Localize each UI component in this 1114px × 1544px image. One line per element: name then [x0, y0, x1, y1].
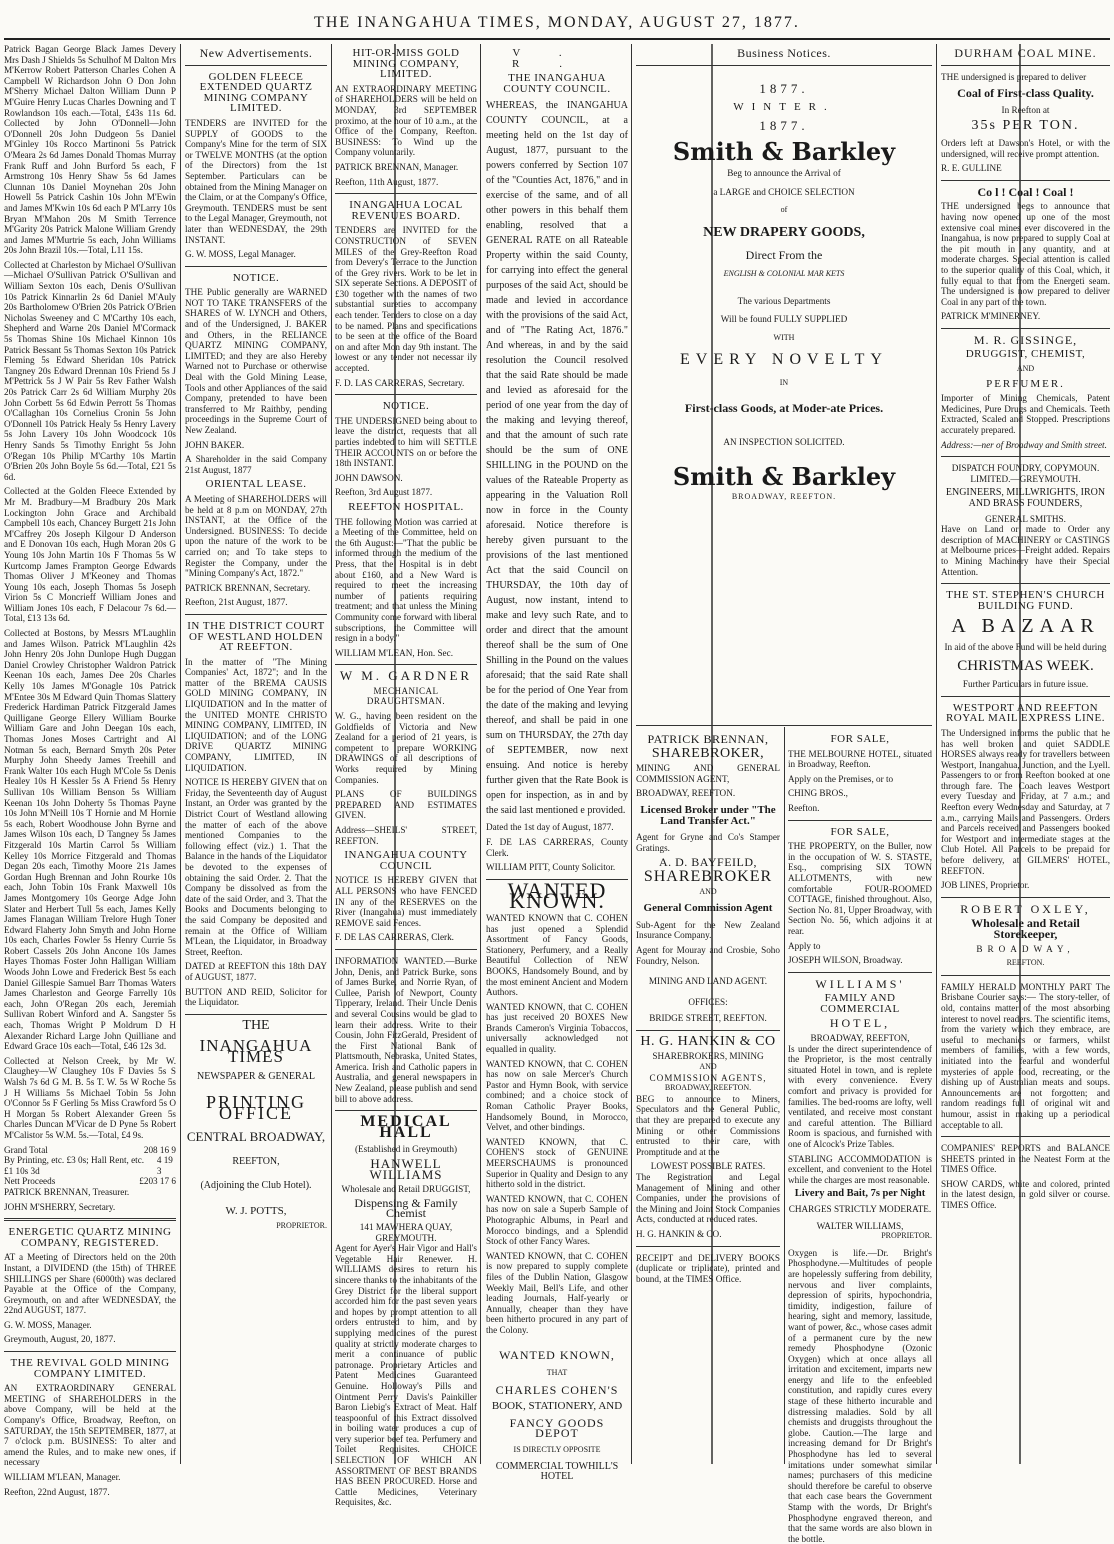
- grand-total-label: Grand Total: [4, 1144, 48, 1155]
- wanted-known-3: WANTED KNOWN, that C. COHEN has now on sale Mercer's Church Pastor and Hymn Book, with service combined; and a choice stock of Roman Catholic Prayer Books, Handsomely Bound, in Morocco, Velvet, and other bindings.: [486, 1058, 628, 1133]
- energetic-date: Greymouth, August, 20, 1877.: [4, 1334, 116, 1345]
- oxley-broadway: BROADWAY,: [976, 943, 1075, 954]
- smith-barkley-logo-2: Smith & Barkley: [672, 461, 896, 491]
- further-particulars: Further Particulars in future issue.: [962, 679, 1089, 690]
- mining-land-agent: MINING AND LAND AGENT.: [648, 976, 768, 987]
- secretary-signature: JOHN M'SHERRY, Secretary.: [4, 1201, 116, 1212]
- druggist-chemist: DRUGGIST, CHEMIST,: [965, 348, 1086, 361]
- divider: [335, 1110, 477, 1111]
- oriental-lease-date: Reefton, 21st August, 1877.: [185, 597, 288, 608]
- county-rate-title: THE INANGAHUA COUNTY COUNCIL.: [503, 72, 611, 95]
- and-label: AND: [699, 886, 717, 896]
- hit-or-miss-body: AN EXTRAORDINARY MEETING of SHAREHOLDERS will be held on MONDAY, 3rd SEPTEMBER proximo, at the hour of 10 a.m., at the Office of the Company, Reefton. BUSINESS: To Wind up the Company voluntarily.: [335, 83, 477, 158]
- apply-premises: Apply on the Premises, or to: [788, 773, 894, 784]
- county-rate-date: Dated the 1st day of August, 1877.: [486, 822, 614, 833]
- brennan-title: PATRICK BRENNAN,: [647, 732, 769, 746]
- cohen-ad-that: THAT: [546, 1368, 568, 1378]
- oxley-wholesale: Wholesale and Retail: [971, 916, 1080, 931]
- energetic-body: AT a Meeting of Directors held on the 20th Instant, a DIVIDEND (the 15th) of THREE SHILLINGS per Share (6000th) was declared Payable at the Office of the Company, Greymouth, on and after WEDNESDAY, the 22nd AUGUST, 1877.: [4, 1252, 176, 1316]
- divider: [185, 1014, 327, 1015]
- subscription-list-charleston: Collected at Charleston by Michael O'Sullivan—Michael O'Sullivan Patrick O'Sullivan and William Sexton 10s each, Denis O'Sullivan 10s Patrick Kinnarlin 2s 6d Daniel M'Auly 20s Bartholomew O'Brien 20s Patrick O'Brien Nicholas Sweeney and C M'Carthy 10s each, Shepherd and Warne 20s Daniel M'Cormack 5s Thomas Shine 10s Michael Kinnon 10s Patrick Bessant 5s Thomas Sexton 10s Patrick Fleming 5s Edward Sheridan 10s Patrick Tangney 20s Edward Drennan 10s Friend 5s J M'Pettrick 5s J W Pair 5s Rev Father Walsh 20s Patrick Carr 2s 6d William Murphy 20s John Corbett 5s 6d Edwin Perrott 5s Thomas O'Callaghan 10s Cornelius Cronin 5s John O'Donnell 10s Patrick Healy 5s Henry Lavery 5s John Lavery 10s John Woodcock 10s Henry Sands 5s Timothy Enright 5s John O'Regan 10s Philip M'Carthy 10s Martin O'Brien 20s John Boyle 5s 6d.—Total, £21 5s 6d.: [4, 259, 176, 482]
- golden-fleece-signature: G. W. MOSS, Legal Manager.: [185, 249, 296, 260]
- large-selection: a LARGE and CHOICE SELECTION: [713, 186, 855, 197]
- wanted-known-5: WANTED KNOWN, that C. COHEN has now on sale a Superb Sample of Photographic Albums, in Pearl and Morocco bindings, and a Splendid Stock of other Fancy Wares.: [486, 1193, 628, 1247]
- hotel-broadway: BROADWAY, REEFTON,: [810, 1033, 910, 1044]
- column-2: [185, 44, 327, 1464]
- inspection-solicited: AN INSPECTION SOLICITED.: [723, 437, 845, 448]
- divider: [941, 696, 1110, 697]
- column-4: [486, 44, 628, 1483]
- revival-date: Reefton, 22nd August, 1877.: [4, 1486, 110, 1497]
- durham-title: DURHAM COAL MINE.: [954, 46, 1097, 60]
- hankin-body-2: The Registration and Legal Management of Mining and other Companies, under the provisions of the Mining and Joint Stock Companies Acts, conducted at reduced rates.: [636, 1172, 780, 1225]
- for-sale-heading-2: FOR SALE,: [830, 825, 890, 838]
- property-body: THE PROPERTY, on the Buller, now in the occupation of W. S. STASTE, Esq., comprising SIX TOWN ALLOTMENTS, with new comfortable FOUR-ROOMED COTTAGE, finished throughout. Also, Section No. 81, Upper Broadway, with Section No. 56, which adjoins it at rear.: [788, 841, 932, 936]
- grand-total-row: [4, 1145, 176, 1156]
- receipt-books: RECEIPT and DELIVERY BOOKS (duplicate or triplicate), printed and bound, at the TIMES Office.: [636, 1252, 780, 1284]
- divider: [335, 193, 477, 194]
- ching-bros: CHING BROS.,: [788, 788, 848, 799]
- phosphodyne-ad: Oxygen is life.—Dr. Bright's Phosphodyne.—Multitudes of people are hopelessly suffering from debility, nervous and liver complaints, depression of spirits, hypochondria, timidity, indigestion, failure of hearing, sight and memory, lassitude, want of power, &c., whose cases admit of a permanent cure by the new remedy Phosphodyne (Ozonic Oxygen) which at once allays all irritation and excitement, imparts new energy and life to the enfeebled constitution, and rapidly cures every stage of these hitherto incurable and distressing maladies. Sold by all chemists and druggists throughout the globe. Caution.—The large and increasing demand for Dr Bright's Phosphodyne has led to several imitations under somewhat similar names; purchasers of this medicine should therefore be careful to observe that each case bears the Government Stamp with the words, Dr Bright's Phosphodyne engraved thereon, and that the same words are also blown in the bottle.: [788, 1247, 932, 1544]
- gardner-plans: PLANS OF BUILDINGS PREPARED AND ESTIMATES GIVEN.: [335, 789, 477, 821]
- divider: [941, 897, 1110, 898]
- wilson-signature: JOSEPH WILSON, Broadway.: [788, 955, 903, 966]
- hankin-subtitle: SHAREBROKERS, MINING: [652, 1051, 764, 1062]
- times-ad-paper: INANGAHUA TIMES: [199, 1036, 313, 1066]
- divider: [335, 664, 477, 665]
- notice-signature: JOHN BAKER.: [185, 439, 245, 450]
- melbourne-hotel: THE MELBOURNE HOTEL, situated in Broadway, Reefton.: [788, 748, 932, 770]
- treasurer-signature: PATRICK BRENNAN, Treasurer.: [4, 1186, 130, 1197]
- westport-title: WESTPORT AND REEFTON ROYAL MAIL EXPRESS LINE.: [945, 701, 1106, 725]
- new-drapery: NEW DRAPERY GOODS,: [703, 224, 865, 240]
- county-council-title: INANGAHUA COUNTY COUNCIL: [344, 849, 468, 872]
- masthead-title: THE INANGAHUA TIMES, MONDAY, AUGUST 27, 1877.: [314, 14, 800, 31]
- hankin-signature: H. G. HANKIN & CO.: [636, 1228, 722, 1239]
- divider: [941, 583, 1110, 584]
- livery-bait: Livery and Bait, 7s per Night: [794, 1188, 926, 1200]
- direct-from: Direct From the: [745, 248, 823, 263]
- notice-title: NOTICE.: [232, 271, 280, 284]
- cohen-ad-opposite: IS DIRECTLY OPPOSITE: [513, 1445, 601, 1455]
- gissinge-address: Address:—ner of Broadway and Smith street.: [941, 439, 1107, 450]
- gardner-address: Address—SHEILS' STREET, REEFTON.: [335, 825, 477, 846]
- divider: [4, 1218, 176, 1221]
- masthead-rule: [4, 38, 1110, 40]
- markets: ENGLISH & COLONIAL MAR KETS: [723, 268, 845, 278]
- wanted-known-1: WANTED KNOWN that C. COHEN has just opened a Splendid Assortment of Fancy Goods, Stationery, Perfumery, and a Really Beautiful Collection of NEW BOOKS, Handsomely Bound, and by the most eminent Ancient and Modern Authors.: [486, 912, 628, 998]
- oxley-title: ROBERT OXLEY,: [960, 901, 1091, 916]
- oxley-reefton: REEFTON.: [1006, 958, 1045, 968]
- revenues-board-title: INANGAHUA LOCAL REVENUES BOARD.: [349, 199, 463, 222]
- grand-total-value: 208 16 9: [143, 1144, 176, 1155]
- show-cards: SHOW CARDS, white and colored, printed in the latest design, in gold silver or course. TIMES Office.: [941, 1178, 1110, 1211]
- subscription-list-nelson: Collected at Nelson Creek, by Mr W. Claughey—W Claughey 10s F Davies 5s S Walsh 7s 6d G M. B. 5s T. W. 5s W Roche 5s J H Williams 5s Michael Tobin 5s John O'Connor 5s F Gerling 5s Miss Crawford 5s O H Morgan 5s Robert Alexander Green 5s Charles Duncan M'Vicar de D Pyne 5s Robert M'Calistor 5s W.M. 5s.—Total, £4 9s.: [4, 1055, 176, 1140]
- column-rule: [784, 727, 785, 1464]
- cohen-ad-name: CHARLES COHEN'S: [495, 1382, 619, 1397]
- district-court-date: DATED at REEFTON this 18th DAY of AUGUST, 1877.: [185, 961, 327, 982]
- oxley-storekeeper: Storekeeper,: [993, 927, 1058, 941]
- brennan-mining: MINING AND GENERAL COMMISSION AGENT,: [636, 763, 780, 784]
- divider: [185, 65, 327, 66]
- notice-body: THE Public generally are WARNED NOT TO TAKE TRANSFERS of the SHARES of W. LYNCH and Others, and of the Undersigned, J. BAKER and Others, in the RELIANCE QUARTZ MINING COMPANY, LIMITED; and they are also Hereby Warned not to Purchase or otherwise Deal with the Gold Mining Lease, Tools and other Appliances of the said Company, pretended to have been transferred to Mr Raithby, pending proceedings in the Supreme Court of New Zealand.: [185, 287, 327, 435]
- mawhera-quay: 141 MAWHERA QUAY, GREYMOUTH.: [359, 1222, 453, 1243]
- sub-agent: Sub-Agent for the New Zealand Insurance Company.: [636, 919, 780, 941]
- reefton-at: In Reefton at: [1001, 104, 1050, 115]
- fully-supplied: Will be found FULLY SUPPLIED: [720, 314, 848, 325]
- column-rule: [331, 44, 332, 1464]
- divider: [185, 614, 327, 615]
- winter: WINTER.: [733, 101, 835, 114]
- subscription-list: Patrick Bagan George Black James Devery Mrs Dash J Shields 5s Schulhof M Dalton Mrs M'Kerrow Robert Patterson Charles Cohen A Campbell W Richardson John O Don John M'Sherry Michael Dalton William Dunn P M'Guire Henry Lucas Charles Downing and T Rowlandson 10s each.—Total, £43s 11s 6d. Collected by John O'Donnell—John O'Donnell 20s John Dudgeon 5s Daniel M'Ginley 10s Rocco Martinoni 5s Patrick O'Meara 2s 6d James Donald Thomas Murray Frank Ruff and John Burford 5s each, F Armstrong 10s Henry Shaw 5s 6d James Clunnan 10s Daniel Moynehan 20s John Howell 5s Patrick Cashin 10s John M'Ewin and James M'Kwin 10s 6d each P M'Larry 10s Bryan M'Mahon 20s M Smith Terrence M'Garity 20s Patrick Malone William Grendy and James M'Murtrie 5s each, John Williams 20s John Brazil 10s.—Total, L11 15s.: [4, 44, 177, 256]
- divider: [185, 266, 327, 267]
- hotel-body: Is under the direct superintendence of the Proprietor, is the most centrally situated Hotel in town, and is replete with every convenience. Every comfort and privacy is provided for families. The bed-rooms are lofty, well ventilated, and receive most constant and careful attention. The Billiard Room is spacious, and furnished with one of Alcock's Prize Tables.: [788, 1043, 932, 1149]
- job-lines: JOB LINES, Proprietor.: [941, 880, 1030, 891]
- medical-hall-title: MEDICAL HALL: [360, 1113, 452, 1141]
- gardner-title: W M. GARDNER: [339, 668, 473, 684]
- times-ad-printing: PRINTING OFFICE: [206, 1092, 306, 1123]
- column-3: [335, 44, 477, 1508]
- smith-barkley-address: BROADWAY, REEFTON.: [731, 492, 837, 502]
- divider: [941, 975, 1110, 976]
- dispatch-foundry: DISPATCH FOUNDRY, COPYMOUN. LIMITED.—GREYMOUTH.: [951, 463, 1100, 484]
- smith-barkley-logo-1: Smith & Barkley: [672, 137, 896, 167]
- coal-quality: Coal of First-class Quality.: [957, 86, 1094, 101]
- wanted-known-heading: WANTED KNOWN.: [507, 877, 607, 914]
- nett-row: [4, 1176, 176, 1187]
- bayfeild-sharebroker: SHAREBROKER: [643, 867, 773, 885]
- divider: [4, 1351, 176, 1352]
- energetic-title: ENERGETIC QUARTZ MINING COMPANY, REGISTERED.: [8, 1226, 172, 1249]
- column-8: [941, 44, 1110, 1464]
- new-advertisements-heading: New Advertisements.: [199, 46, 313, 60]
- general-smiths: GENERAL SMITHS.: [985, 513, 1066, 524]
- column-5: [636, 44, 932, 724]
- licensed-broker: Licensed Broker under "The Land Transfer Act.": [640, 803, 776, 827]
- column-rule: [936, 44, 937, 1464]
- masthead: [0, 0, 1114, 44]
- every-novelty: EVERY NOVELTY: [680, 351, 888, 369]
- bazaar-aid: In aid of the above Fund will be held during: [944, 641, 1107, 652]
- hankin-body: BEG to announce to Miners, Speculators and the General Public, that they are prepared to execute any Mining or other Commissions entrusted to their care, with Promptitude and at the: [636, 1093, 780, 1157]
- christmas-week: CHRISTMAS WEEK.: [957, 657, 1094, 674]
- gulline-signature: R. E. GULLINE: [941, 163, 1002, 174]
- district-court-notice: NOTICE IS HEREBY GIVEN that on Friday, the Seventeenth day of August Instant, an Order was granted by the District Court of Westland allowing the matter of each of the above mentioned Companies to the following effect (viz.) 1. That the Balance in the hands of the Liquidator be devoted to the expenses of obtaining the said Order. 2. That the Company be dissolved as from the date of the said Order, and 3. That the Books and Documents belonging to the said Company be deposited and remain at the Office of William M'Lean, the Liquidator, in Broadway Street, Reefton.: [185, 777, 327, 957]
- times-ad-proprietor-label: PROPRIETOR.: [276, 1220, 327, 1230]
- hit-or-miss-signature: PATRICK BRENNAN, Manager.: [335, 161, 459, 172]
- lowest-rates: LOWEST POSSIBLE RATES.: [650, 1161, 766, 1172]
- energetic-signature: G. W. MOSS, Manager.: [4, 1319, 92, 1330]
- divider: [941, 1136, 1110, 1137]
- divider: [941, 328, 1110, 329]
- revival-signature: WILLIAM M'LEAN, Manager.: [4, 1472, 121, 1482]
- column-6: [636, 730, 780, 1464]
- company-reports: COMPANIES' REPORTS and BALANCE SHEETS printed in the Neatest Form at the TIMES Office.: [941, 1143, 1110, 1175]
- walter-proprietor: PROPRIETOR.: [881, 1231, 932, 1241]
- oriental-lease-title: ORIENTAL LEASE.: [205, 478, 307, 491]
- county-council-body: NOTICE IS HEREBY GIVEN that ALL PERSONS who have FENCED IN any of the RESERVES on the River (Inangahua) must immediately REMOVE said Fences.: [335, 875, 477, 928]
- and-label-3: AND: [1016, 364, 1035, 374]
- wanted-known-4: WANTED KNOWN, that C. COHEN'S stock of GENUINE MEERSCHAUMS is pronounced Superior in Quality and Design to any hitherto sold in the district.: [486, 1136, 628, 1190]
- divider: [636, 1030, 780, 1031]
- column-1: [4, 44, 177, 1497]
- column-rule: [480, 44, 481, 1464]
- hit-or-miss-date: Reefton, 11th August, 1877.: [335, 176, 439, 187]
- county-council-signature: F. DE LAS CARRERAS, Clerk.: [335, 932, 454, 943]
- general-agent: General Commission Agent: [643, 902, 773, 915]
- cohen-ad-commercial: COMMERCIAL TOWHILL'S HOTEL: [495, 1460, 619, 1483]
- year-1: 1877.: [759, 80, 809, 96]
- times-ad-the: THE: [242, 1017, 270, 1033]
- printing-label: By Printing, etc. £3 0s; Hall Rent, etc. £1 10s 3d: [4, 1155, 145, 1176]
- oriental-lease-body: A Meeting of SHAREHOLDERS will be held at 8 p.m on MONDAY, 27th INSTANT, at the Office of the Undersigned. BUSINESS: To decide upon the nature of the work to be carried on; and To take steps to Register the Company, under the "Mining Company's Act, 1872.": [185, 493, 327, 579]
- divider: [335, 949, 477, 950]
- revenues-board-body: TENDERS are INVITED for the CONSTRUCTION of SEVEN MILES of the Grey-Reefton Road from Devery's Terrace to the Junction of the Grey rivers. Work to be let in SIX seperate Sections. A DEPOSIT of £30 together with the names of two substantial sureties to accompany each tender. Tenders to close on a day to be named. Plans and specifications to be seen at the office of the Board on and after Mon day 9th instant. The lowest or any tender not necessar ily accepted.: [335, 225, 477, 374]
- revenues-board-signature: F. D. LAS CARRERAS, Secretary.: [335, 377, 465, 388]
- medical-hall-body: Agent for Ayer's Hair Vigor and Hall's Vegetable Hair Renewer. H. WILLIAMS desires to return his sincere thanks to the inhabitants of the Grey District for the liberal support accorded him for the past seven years and hopes by prompt attention to all orders entrusted to him, and by supplying medicines of the purest quality at strictly moderate charges to merit a continuance of public patronage. Proprietary Articles and Patent Medicines Guaranteed Genuine. Holloway's Pills and Ointment Perry Davis's Painkiller Baron Liebig's Extract of Meat. Half teaspoonful of this Extract dissolved in boiling water produces a cup of very superior beef tea. Perfumery and Toilet Requisites. CHOICE SELECTION OF WHICH AN ASSORTMENT OF BEST BRANDS HAS BEEN PROCURED. Horse and Cattle Medicines, Veterinary Requisites, &c.: [335, 1243, 477, 1508]
- golden-fleece-title: GOLDEN FLEECE EXTENDED QUARTZ MINING COMPANY LIMITED.: [199, 70, 313, 115]
- charges-moderate: CHARGES STRICTLY MODERATE.: [788, 1203, 932, 1214]
- hospital-signature: WILLIAM M'LEAN, Hon. Sec.: [335, 647, 454, 658]
- medical-hall-established: (Established in Greymouth): [354, 1144, 458, 1155]
- county-solicitor: WILLIAM PITT, County Solicitor.: [486, 862, 616, 873]
- durham-body: THE undersigned is prepared to deliver: [941, 71, 1087, 82]
- divider: [788, 820, 932, 821]
- st-stephens-title: THE ST. STEPHEN'S CHURCH BUILDING FUND.: [946, 589, 1105, 612]
- perfumer: PERFUMER.: [986, 377, 1065, 390]
- divider: [941, 65, 1110, 66]
- hanwell-subtitle: Wholesale and Retail DRUGGIST,: [341, 1184, 471, 1195]
- revival-title: THE REVIVAL GOLD MINING COMPANY LIMITED.: [10, 1357, 170, 1380]
- oriental-lease-signature: PATRICK BRENNAN, Secretary.: [185, 582, 311, 593]
- ching-reefton: Reefton.: [788, 802, 820, 813]
- williams-title: WILLIAMS': [815, 976, 905, 991]
- revival-body: AN EXTRAORDINARY GENERAL MEETING of SHAREHOLDERS in the above Company, will be held at the Company's Office, Broadway, Reefton, on SATURDAY, the 15th SEPTEMBER, 1877, at 7 o'clock p.m. BUSINESS: To alter and amend the Rules, and to make new ones, if necessary: [4, 1383, 176, 1468]
- cohen-ad-book: BOOK, STATIONERY, AND: [491, 1400, 623, 1413]
- bayfeild-title: A. D. BAYFEILD,: [658, 855, 758, 870]
- business-notices-heading: Business Notices.: [737, 46, 831, 60]
- and-label-2: AND: [699, 1062, 717, 1072]
- divider: [636, 1246, 780, 1247]
- district-court-title: IN THE DISTRICT COURT OF WESTLAND HOLDEN AT REEFTON.: [187, 619, 325, 654]
- coal-heading: Co l ! Coal ! Coal !: [977, 184, 1074, 199]
- times-ad-adjoining: (Adjoining the Club Hotel).: [200, 1180, 312, 1192]
- cohen-ad-wanted: WANTED KNOWN,: [499, 1347, 615, 1362]
- nett-value: £203 17 6: [139, 1176, 176, 1187]
- stamper-agent: Agent for Gryne and Co's Stamper Gratings.: [636, 832, 780, 853]
- family-commercial: FAMILY AND COMMERCIAL: [820, 992, 900, 1015]
- durham-orders: Orders left at Dawson's Hotel, or with the undersigned, will receive prompt attention.: [941, 137, 1110, 159]
- divider: [941, 180, 1110, 181]
- divider: [636, 725, 932, 726]
- hospital-title: REEFTON HOSPITAL.: [348, 500, 464, 513]
- westport-body: The Undersigned informs the public that he has well broken and quiet SADDLE HORSES always ready for travellers between Westport, Inangahua, Junction, and the Lyell. Passengers to or from Reefton booked at one through fare. The Coach leaves Westport every Tuesday and Friday, at 7 a.m.; and Reefton every Wednesday and Saturday, at 7 a.m., carrying Mails and Passengers. Orders and Parcels received and Passengers booked for Westport and intermediate stages at the Club Hotel. All Parcels to be prepaid for before delivery, at GILMERS' HOTEL, REEFTON.: [941, 727, 1110, 876]
- hit-or-miss-title: HIT-OR-MISS GOLD MINING COMPANY, LIMITED.: [352, 47, 460, 81]
- coal-price: 35s PER TON.: [971, 118, 1080, 134]
- subscription-list-bostons: Collected at Bostons, by Messrs M'Laughlin and James Wilson. Patrick M'Laughlin 42s John Henry 20s John Dunlope Hugh Duggan Daniel Crowley Christopher Waldron Patrick Keenan 10s each, James Dee 20s Charles Kelly 10s James M'Gonagle 10s Patrick M'Entee 30s M Edward Quin Thomas Slattery Frederick Hardiman Patrick Fitzgerald James Quilligane George Ellery William Bourke William Gare and John Deegan 10s each, Thomas Jones Moses Cartright and Al Notman 5s each, Bernard Smyth 20s Peter Murphy John Sheedy James Treehill and Frank Walter 10s each Hugh M'Cole 5s Denis Healey 10s H Kessler 5s A Friend 5s Henry Sullivan 10s William Benson 5s William Keenan 10s John Doherty 5s Thomas Payne 10s John M'Neill 10s T Hornie and M Hornie 5s each, Robert Woodhouse John Byrne and James Wilson 10s each, D Tangney 5s James Fitzgerald 10s Martin Carrol 5s William Kelley 10s Morrice Fitzgerald and Thomas Degan 20s each, Timothy Moore 21s James Gordan Hugh Brennan and John Rourke 10s each, John Tobin 10s Frank Maxwell 10s James Montgomery 10s George Adge John Slater and Herbert Tull 5s each, James Kelly James Flanagan William Trelore Hugh Toner Edward Flaherty John Smyth and John Horne 10s each, Charles Fowler 5s Henry Currie 5s Robert Cassels 20s John Ancone 10s James Hayes Thomas Foster John Halligan William Woods John Lowe and Frederick Best 5s each Daniel Gillespie Samuel Barr Thomas Waters James Charleston and George Farrelly 10s each, John O'Regan 20s each, Jeremiah Sullivan Robert Winford and A. Sangster 5s each, Thomas Wright P Moldrum D H Alexander Richard Large John Quilliane and Edward Grace 10s each—Total, £46 12s 3d.: [4, 628, 176, 1052]
- printing-value: 4 19 3: [156, 1155, 173, 1176]
- hankin-title: H. G. HANKIN & CO: [640, 1033, 776, 1049]
- of-label: of: [780, 205, 788, 215]
- nett-label: Nett Proceeds: [4, 1176, 56, 1187]
- engineers-title: ENGINEERS, MILLWRIGHTS, IRON AND BRASS FOUNDERS,: [945, 487, 1106, 509]
- gardner-body: W. G., having been resident on the Goldfields of Victoria and New Zealand for a period of 21 years, is competent to prepare WORKING DRAWINGS of all descriptions of Works required by Mining Companies.: [335, 711, 477, 785]
- gissinge-title: M. R. GISSINGE,: [973, 332, 1078, 347]
- hotel-label: HOTEL,: [829, 1016, 891, 1031]
- divider: [335, 394, 477, 395]
- wanted-known-2: WANTED KNOWN, that C. COHEN has just received 20 BOXES New Brands Cameron's Virginia Tobaccos, universally acknowledged not equalled in quality.: [486, 1001, 628, 1055]
- column-rule: [180, 44, 181, 1464]
- printing-row: [4, 1155, 176, 1176]
- various-departments: The various Departments: [737, 295, 831, 306]
- bridge-street: BRIDGE STREET, REEFTON.: [649, 1013, 767, 1024]
- stabling: STABLING ACCOMMODATION is excellent, and convenient to the Hotel while the charges are most reasonable.: [788, 1153, 932, 1185]
- for-sale-heading: FOR SALE,: [830, 733, 890, 745]
- times-ad-central: CENTRAL BROADWAY,: [186, 1129, 326, 1145]
- golden-fleece-body: TENDERS are INVITED for the SUPPLY of GOODS to the Company's Mine for the term of SIX or TWELVE MONTHS (at the option of the Directors) from the 1st September. Particulars can be obtained from the Mining Manager on the Claim, or at the Company's Office, Greymouth. TENDERS must be sent to the Legal Manager, Greymouth, not later than WEDNESDAY, the 29th INSTANT.: [185, 117, 327, 245]
- coal-body: THE undersigned begs to announce that having now opened up one of the most extensive coal mines ever discovered in the Inangahua, is now prepared to supply Coal at the pit mouth in any quantity, and at moderate charges. Special attention is called to the superior quality of this Coal, which, it fully equal to that from the Energeti seam. The undersigned is now prepared to deliver Coal in any part of the town.: [941, 201, 1110, 307]
- first-class-goods: First-class Goods, at Moder-ate Prices.: [684, 400, 884, 415]
- divider: [941, 456, 1110, 457]
- district-court-body: In the matter of "The Mining Companies' Act, 1872"; and In the matter of the BREMA CAUSIS GOLD MINING COMPANY, IN LIQUIDATION and In the matter of the UNITED MONTE CHRISTO MINING COMPANY, LIMITED, IN LIQUIDATION; and of the LONG DRIVE QUARTZ MINING COMPANY, LIMITED, IN LIQUIDATION.: [185, 656, 327, 773]
- apply-to: Apply to: [788, 940, 821, 951]
- year-2: 1877.: [759, 117, 809, 133]
- dawson-notice-date: Reefton, 3rd August 1877.: [335, 487, 433, 498]
- times-ad-newspaper: NEWSPAPER & GENERAL: [197, 1071, 315, 1083]
- times-ad-proprietor: W. J. POTTS,: [225, 1205, 287, 1218]
- hanwell-williams: HANWELL WILLIAMS: [369, 1156, 443, 1182]
- subscription-list-golden-fleece: Collected at the Golden Fleece Extended by Mr M. Bradbury—M Bradbury 20s Mark Lockington John Grace and Archibald Campbell 10s each, Chancey Burgett 21s John M'Caffrey 20s Joseph Kilgour D Anderson and E Donovan 10s each, Hugh Moran 20s G Young 10s John Martin 10s F Thomas 5s W Kurtcomp James Frampton George Edwards Thomas Oliver J M'Keoney and Thomas Young 10s each, Joseph Thomas 5s Joseph Virion 5s C Moncrieff William Jones and William Jones 10s each, F Delacour 7s 6d.—Total, £13 13s 6d.: [4, 486, 176, 624]
- inerney-signature: PATRICK M'MINERNEY.: [941, 311, 1041, 322]
- commission-agents: COMMISSION AGENTS,: [649, 1072, 767, 1083]
- walter-williams: WALTER WILLIAMS,: [816, 1220, 904, 1231]
- brennan-sharebroker: SHAREBROKER,: [651, 745, 765, 761]
- hospital-body: THE following Motion was carried at a Meeting of the Committee, held on the 6th August:—"That the public be informed through the medium of the Press, that the Hospital is in debt about £160, and a New Ward is required to meet the increasing number of patients requiring treatment; and that unless the Mining Community come forward with liberal subscriptions, the Committee will resign in a body.": [335, 516, 477, 644]
- divider: [636, 65, 932, 66]
- divider: [788, 972, 932, 973]
- information-wanted: INFORMATION WANTED.—Burke John, Denis, and Patrick Burke, sons of James Burke, and Norrie Ryan, of Cullee, Parish of Newport, County Tipperary, Ireland. Their Uncle Denis and several Cousins would be glad to learn their address. Write to their Cousin, John FitzGerald, President of the First National Bank of Plattsmouth, Nebraska, United States, America. Irish and Catholic papers in Australia, and general newspapers in New Zealand, please publish and send bill to above address.: [335, 955, 477, 1104]
- notice-date: A Shareholder in the said Company 21st August, 1877: [185, 454, 327, 475]
- offices-label: OFFICES:: [688, 996, 728, 1007]
- dawson-notice-title: NOTICE.: [382, 400, 430, 413]
- dispensing-chemist: Dispensing & Family Chemist: [354, 1195, 458, 1221]
- dawson-notice-body: THE UNDERSIGNED being about to leave the district, requests that all parties indebted to him will SETTLE THEIR ACCOUNTS on or before the 18th INSTANT.: [335, 415, 477, 469]
- gardner-subtitle: MECHANICAL DRAUGHTSMAN.: [366, 685, 446, 707]
- column-rule: [631, 44, 632, 1464]
- in-label: IN: [779, 377, 789, 387]
- with-label: WITH: [773, 332, 795, 342]
- beg-announce: Beg to announce the Arrival of: [727, 167, 841, 178]
- family-herald: FAMILY HERALD MONTHLY PART The Brisbane Courier says:— The story-teller, of old, contains matter of the most absorbing interest to novel readers. The scientific items, from the variety which they embrace, are useful to mechanics or farmers, whilst members of families, with a few words, initiated into the fearful and wonderful mysteries of apple food, recreating, or the dishing up of Australian meats and soups. Announcements are not forgotten; and random readings full of original wit and humour, assist in making up a periodical acceptable to all.: [941, 981, 1110, 1130]
- brennan-broadway: BROADWAY, REEFTON.: [636, 788, 736, 799]
- county-rate-body: WHEREAS, the INANGAHUA COUNTY COUNCIL, at a meeting held on the 1st day of August, 1877, pursuant to the powers conferred by Section 107 of the "Counties Act, 1876," and in exercise of the same, and of all other powers in this behalf them enabling, resolved that a GENERAL RATE on all Rateable Property within the said County, for carrying into effect the general purposes of the said Act, should be made and levied in accordance with the provisions of the said Act, and of "The Rating Act, 1876." And whereas, in and by the said resolution the Council resolved that the said Rate should be made and levied as aforesaid for the period of one year from the day of the making and levying thereof, and that the amount of such rate should be the sum of ONE SHILLING in the POUND on the values of the Rateable Property as appearing in the Valuation Roll now in force in the County aforesaid. Notice therefore is hereby given pursuant to the provisions of the last mentioned Act that the said Council on THURSDAY, the 10th day of August, now instant, intend to make and levy such Rate, and to order and direct that the amount thereof shall be the sum of One Shilling in the Pound on the values aforesaid; that the said Rate shall be for the period of One Year from the date of the making and levying thereof, and shall be paid in one sum on THURSDAY, the 27th day of SEPTEMBER, now next ensuing. And notice is hereby further given that the Rate Book is open for inspection, as in and by the said last mentioned e provided.: [486, 100, 628, 817]
- engineers-body: Have on Land or made to Order any description of MACHINERY or CASTINGS at Melbourne prices—Freight added. Repairs to Mining Machinery have their Special Attention.: [941, 524, 1110, 577]
- hankin-broadway: BROADWAY, REEFTON.: [664, 1083, 752, 1093]
- wanted-known-6: WANTED KNOWN, that C. COHEN is now prepared to supply complete files of the Dublin Nation, Glasgow Weekly Mail, Bell's Life, and other leading Journals, Half-yearly or Annually, cheaper than they have been hitherto procured in any part of the Colony.: [486, 1250, 628, 1335]
- dawson-notice-signature: JOHN DAWSON.: [335, 472, 403, 483]
- foundry-agent: Agent for Mouray and Crosbie, Soho Foundry, Nelson.: [636, 944, 780, 966]
- county-rate-signature: F. DE LAS CARRERAS, County Clerk.: [486, 836, 628, 858]
- column-7: [788, 730, 932, 1544]
- bazaar-heading: A BAZAAR: [951, 615, 1100, 638]
- cohen-ad-fancy: FANCY GOODS DEPOT: [509, 1415, 605, 1441]
- vr-crest: V. R.: [511, 47, 603, 70]
- times-ad-town: REEFTON,: [232, 1155, 280, 1167]
- district-court-signature: BUTTON AND REID, Solicitor for the Liquidator.: [185, 986, 327, 1008]
- importer-body: Importer of Mining Chemicals, Patent Medicines, Pure Drugs and Chemicals. Teeth Extracted, Scaled and Stopped. Prescriptions accurately prepared.: [941, 393, 1110, 436]
